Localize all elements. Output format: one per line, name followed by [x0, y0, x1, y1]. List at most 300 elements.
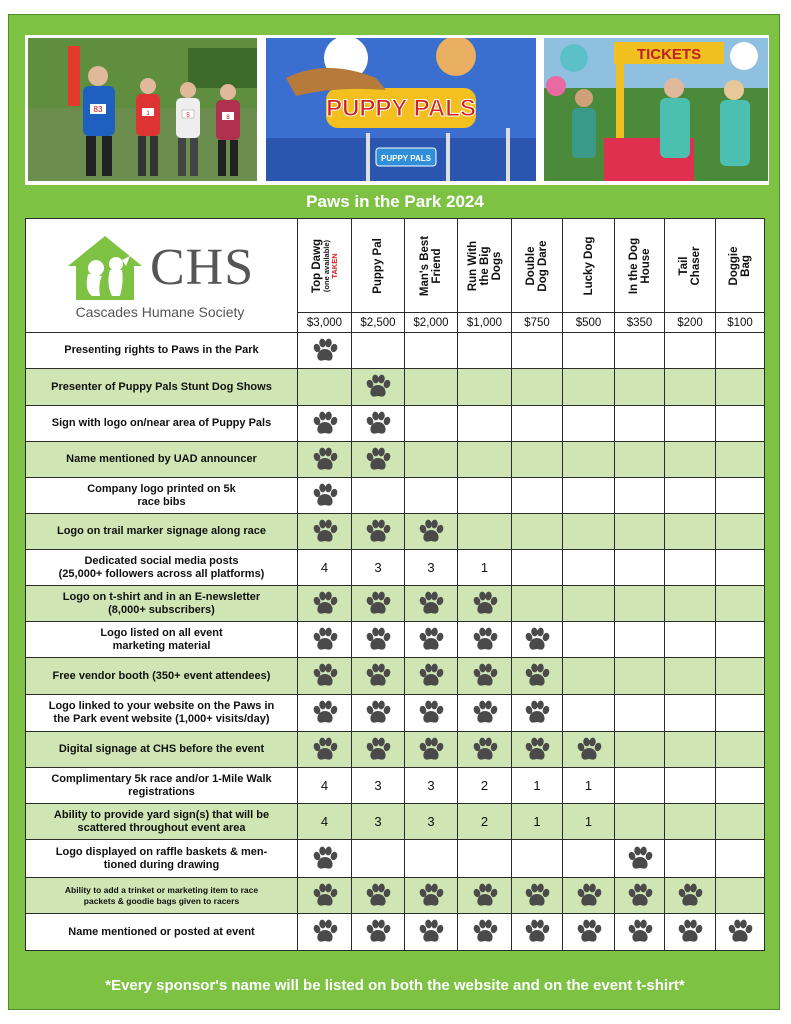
paw-icon [364, 883, 392, 909]
benefit-row [26, 478, 765, 514]
benefit-empty-cell [665, 622, 716, 658]
chs-logo [26, 220, 294, 332]
tier-name-line: Chaser [690, 246, 702, 285]
benefit-included-cell [512, 878, 563, 914]
benefit-empty-cell [512, 442, 563, 478]
benefit-empty-cell [716, 840, 765, 878]
benefit-empty-cell [665, 478, 716, 514]
benefit-label [26, 768, 298, 804]
event-title: Paws in the Park 2024 [306, 192, 484, 211]
benefit-count-cell: 1 [563, 804, 615, 840]
benefit-label-line: the Park event website (1,000+ visits/day) [53, 713, 270, 725]
benefit-empty-cell [665, 406, 716, 442]
benefit-included-cell [716, 914, 765, 951]
benefit-included-cell [298, 622, 352, 658]
benefit-included-cell [352, 586, 405, 622]
benefit-count-cell: 1 [458, 550, 512, 586]
tier-note: (one available) [321, 239, 331, 292]
benefit-included-cell [352, 369, 405, 406]
benefit-included-cell [352, 622, 405, 658]
benefit-included-cell [298, 478, 352, 514]
tier-price: $200 [665, 313, 716, 333]
benefit-included-cell [298, 878, 352, 914]
benefit-count-cell: 1 [563, 768, 615, 804]
benefit-included-cell [298, 586, 352, 622]
benefit-included-cell [298, 695, 352, 732]
benefit-included-cell [458, 586, 512, 622]
tier-name-line: Doggie [728, 246, 740, 285]
tier-name-line: Friend [431, 247, 443, 284]
benefit-count-cell: 3 [352, 768, 405, 804]
benefit-row [26, 658, 765, 695]
benefit-label-line: Ability to provide yard sign(s) that will be [53, 808, 270, 821]
benefit-label [26, 878, 298, 914]
benefit-empty-cell [563, 586, 615, 622]
benefit-included-cell [352, 695, 405, 732]
benefit-label [26, 840, 298, 878]
benefit-label-line: Logo linked to your website on the Paws in [48, 700, 275, 712]
tier-header [716, 219, 765, 313]
paw-icon [417, 519, 445, 545]
benefit-empty-cell [352, 478, 405, 514]
benefit-included-cell [615, 840, 665, 878]
benefit-label-line: Logo on t-shirt and in an E-newsletter [62, 590, 261, 603]
benefit-empty-cell [615, 369, 665, 406]
tier-name-line: Bag [740, 254, 752, 277]
paw-icon [311, 338, 339, 364]
benefit-included-cell [615, 878, 665, 914]
paw-icon [575, 883, 603, 909]
benefit-count-cell: 3 [405, 804, 458, 840]
benefit-row [26, 369, 765, 406]
benefit-empty-cell [563, 550, 615, 586]
benefit-label [26, 732, 298, 768]
bib-number: 5 [186, 113, 190, 119]
benefit-included-cell [405, 622, 458, 658]
benefit-included-cell [352, 514, 405, 550]
tier-name [628, 237, 652, 293]
benefit-empty-cell [563, 333, 615, 369]
benefit-label [26, 514, 298, 550]
paw-icon [471, 883, 499, 909]
tier-name-line: Man's Best [419, 235, 431, 296]
chs-house-logo-icon [66, 234, 144, 302]
benefit-empty-cell [563, 369, 615, 406]
paw-icon [417, 627, 445, 653]
benefit-empty-cell [615, 658, 665, 695]
benefit-label [26, 658, 298, 695]
benefit-count-cell: 2 [458, 768, 512, 804]
benefit-empty-cell [615, 732, 665, 768]
benefit-empty-cell [615, 586, 665, 622]
benefit-count-cell: 1 [512, 804, 563, 840]
benefit-included-cell [298, 840, 352, 878]
paw-icon [311, 700, 339, 726]
benefit-label [26, 622, 298, 658]
tier-price: $100 [716, 313, 765, 333]
benefit-empty-cell [615, 768, 665, 804]
benefit-empty-cell [563, 840, 615, 878]
paw-icon [471, 591, 499, 617]
benefit-included-cell [405, 732, 458, 768]
benefit-empty-cell [615, 478, 665, 514]
tier-price: $750 [512, 313, 563, 333]
benefit-empty-cell [563, 442, 615, 478]
paw-icon [471, 919, 499, 945]
benefit-count-cell: 3 [405, 550, 458, 586]
benefit-empty-cell [512, 406, 563, 442]
benefit-included-cell [563, 914, 615, 951]
paw-icon [364, 374, 392, 400]
benefit-empty-cell [563, 478, 615, 514]
benefit-empty-cell [716, 478, 765, 514]
benefit-label-line: Name mentioned by UAD announcer [66, 453, 257, 465]
paw-icon [311, 846, 339, 872]
paw-icon [417, 737, 445, 763]
benefit-row [26, 442, 765, 478]
benefit-label-line: Logo on trail marker signage along race [56, 525, 267, 537]
paw-icon [626, 846, 654, 872]
photo-puppy-pals [266, 38, 536, 181]
paw-icon [311, 883, 339, 909]
tier-status: TAKEN [329, 252, 339, 279]
paw-icon [364, 919, 392, 945]
benefit-empty-cell [615, 550, 665, 586]
paw-icon [311, 919, 339, 945]
tier-name-line: Lucky Dog [582, 236, 595, 295]
benefit-included-cell [298, 914, 352, 951]
tier-name-line: Run With [466, 240, 479, 291]
paw-icon [523, 663, 551, 689]
paw-icon [311, 737, 339, 763]
paw-icon [417, 919, 445, 945]
footer-note: *Every sponsor's name will be listed on both the website and on the event t-shirt* [105, 977, 685, 994]
tier-name-line: Dogs [490, 251, 503, 280]
benefit-empty-cell [716, 878, 765, 914]
tier-header [405, 219, 458, 313]
benefit-included-cell [458, 695, 512, 732]
benefit-label-line: Sign with logo on/near area of Puppy Pals [51, 417, 272, 429]
benefit-included-cell [512, 622, 563, 658]
paw-icon [575, 737, 603, 763]
tier-header [512, 219, 563, 313]
benefit-empty-cell [716, 622, 765, 658]
benefit-empty-cell [716, 768, 765, 804]
photo-tickets-booth [544, 38, 768, 181]
benefit-empty-cell [458, 514, 512, 550]
benefit-count-cell: 4 [298, 550, 352, 586]
benefit-label-line: (25,000+ followers across all platforms) [58, 567, 265, 580]
benefit-label-line: Logo displayed on raffle baskets & men- [55, 845, 268, 858]
benefit-empty-cell [458, 369, 512, 406]
benefit-included-cell [298, 658, 352, 695]
benefit-empty-cell [716, 550, 765, 586]
paw-icon [676, 883, 704, 909]
paw-icon [364, 700, 392, 726]
benefit-included-cell [352, 732, 405, 768]
benefit-empty-cell [405, 406, 458, 442]
benefit-empty-cell [716, 732, 765, 768]
tier-name-line: Double [525, 246, 537, 285]
benefit-empty-cell [352, 333, 405, 369]
benefit-row [26, 878, 765, 914]
benefit-empty-cell [405, 442, 458, 478]
paw-icon [364, 411, 392, 437]
benefit-empty-cell [458, 333, 512, 369]
benefit-empty-cell [665, 768, 716, 804]
benefit-included-cell [665, 914, 716, 951]
benefit-empty-cell [665, 586, 716, 622]
benefit-label-line: Dedicated social media posts [84, 554, 239, 567]
benefit-included-cell [405, 514, 458, 550]
paw-icon [471, 700, 499, 726]
tier-price: $2,000 [405, 313, 458, 333]
tier-name-line: Dog Dare [537, 239, 549, 292]
tier-name-line: the Big [478, 246, 491, 285]
benefit-included-cell [405, 878, 458, 914]
benefit-label [26, 406, 298, 442]
tier-name-line: Puppy Pal [372, 237, 384, 294]
benefit-empty-cell [665, 840, 716, 878]
benefit-empty-cell [512, 514, 563, 550]
tier-price: $350 [615, 313, 665, 333]
benefit-label-line: packets & goodie bags given to racers [83, 895, 240, 906]
benefit-label [26, 550, 298, 586]
benefit-empty-cell [716, 514, 765, 550]
benefit-included-cell [512, 914, 563, 951]
benefit-included-cell [405, 586, 458, 622]
benefit-included-cell [352, 878, 405, 914]
benefit-included-cell [458, 914, 512, 951]
benefit-empty-cell [665, 333, 716, 369]
paw-icon [311, 627, 339, 653]
benefit-empty-cell [512, 550, 563, 586]
paw-icon [417, 591, 445, 617]
benefit-included-cell [405, 914, 458, 951]
benefit-empty-cell [615, 622, 665, 658]
benefit-row [26, 695, 765, 732]
benefit-empty-cell [665, 695, 716, 732]
paw-icon [364, 663, 392, 689]
tier-header [665, 219, 716, 313]
sponsorship-table [25, 218, 765, 951]
tier-name [525, 240, 549, 291]
benefit-empty-cell [405, 840, 458, 878]
benefit-label [26, 442, 298, 478]
benefit-included-cell [615, 914, 665, 951]
benefit-included-cell [352, 914, 405, 951]
paw-icon [311, 519, 339, 545]
benefit-row [26, 804, 765, 840]
benefit-label-line: Presenting rights to Paws in the Park [64, 344, 259, 356]
benefit-empty-cell [563, 622, 615, 658]
benefit-included-cell [352, 442, 405, 478]
paw-icon [676, 919, 704, 945]
paw-icon [471, 663, 499, 689]
benefit-empty-cell [665, 550, 716, 586]
benefit-included-cell [405, 695, 458, 732]
benefit-label [26, 478, 298, 514]
benefit-count-cell: 3 [352, 804, 405, 840]
paw-icon [626, 919, 654, 945]
tier-price: $3,000 [298, 313, 352, 333]
benefit-empty-cell [716, 369, 765, 406]
benefit-included-cell [405, 658, 458, 695]
benefit-row [26, 586, 765, 622]
paw-icon [417, 663, 445, 689]
benefit-empty-cell [563, 658, 615, 695]
benefit-empty-cell [716, 658, 765, 695]
bib-number: 8 [226, 115, 230, 121]
tier-header [615, 219, 665, 313]
benefit-empty-cell [563, 514, 615, 550]
benefit-label-line: tioned during drawing [103, 858, 220, 871]
benefit-label [26, 586, 298, 622]
benefit-empty-cell [665, 658, 716, 695]
benefit-count-cell: 3 [352, 550, 405, 586]
benefit-label-line: marketing material [112, 639, 211, 652]
paw-icon [364, 627, 392, 653]
tier-header [563, 219, 615, 313]
tier-name [311, 238, 339, 292]
benefit-included-cell [458, 658, 512, 695]
benefit-label [26, 804, 298, 840]
benefit-label-line: Ability to add a trinket or marketing item to race [64, 884, 259, 895]
benefit-label-line: Company logo printed on 5k [87, 482, 236, 495]
benefit-empty-cell [716, 442, 765, 478]
paw-icon [311, 663, 339, 689]
benefit-row [26, 406, 765, 442]
paw-icon [575, 919, 603, 945]
paw-icon [364, 591, 392, 617]
benefit-empty-cell [716, 586, 765, 622]
benefit-empty-cell [458, 840, 512, 878]
paw-icon [364, 519, 392, 545]
tier-name [678, 246, 702, 285]
tier-name [583, 236, 595, 295]
benefit-empty-cell [665, 369, 716, 406]
benefit-empty-cell [665, 514, 716, 550]
benefit-empty-cell [615, 514, 665, 550]
benefit-label [26, 914, 298, 951]
benefit-empty-cell [458, 406, 512, 442]
benefit-label-line: registrations [128, 785, 195, 798]
paw-icon [311, 483, 339, 509]
benefit-included-cell [298, 514, 352, 550]
paw-icon [523, 700, 551, 726]
benefit-included-cell [512, 695, 563, 732]
benefit-empty-cell [405, 333, 458, 369]
benefit-empty-cell [298, 369, 352, 406]
benefit-empty-cell [716, 406, 765, 442]
tier-price: $2,500 [352, 313, 405, 333]
benefit-empty-cell [665, 442, 716, 478]
benefit-included-cell [665, 878, 716, 914]
benefit-label-line: Logo listed on all event [100, 626, 223, 639]
benefit-included-cell [563, 732, 615, 768]
benefit-empty-cell [512, 333, 563, 369]
benefit-included-cell [458, 732, 512, 768]
benefit-included-cell [458, 622, 512, 658]
benefit-label-line: (8,000+ subscribers) [108, 603, 215, 616]
benefit-empty-cell [563, 695, 615, 732]
benefit-row [26, 732, 765, 768]
benefit-row [26, 768, 765, 804]
photo-runners [28, 38, 257, 181]
benefit-empty-cell [716, 333, 765, 369]
benefit-empty-cell [665, 732, 716, 768]
benefit-empty-cell [563, 406, 615, 442]
paw-icon [364, 737, 392, 763]
benefit-empty-cell [458, 478, 512, 514]
tier-header [352, 219, 405, 313]
benefit-count-cell: 3 [405, 768, 458, 804]
benefit-empty-cell [615, 804, 665, 840]
benefit-empty-cell [512, 840, 563, 878]
photo-strip [25, 35, 769, 185]
benefit-included-cell [512, 732, 563, 768]
paw-icon [417, 700, 445, 726]
benefit-empty-cell [352, 840, 405, 878]
benefit-empty-cell [716, 695, 765, 732]
benefit-empty-cell [405, 478, 458, 514]
benefit-included-cell [352, 406, 405, 442]
tier-name [467, 240, 503, 290]
paw-icon [523, 737, 551, 763]
benefit-empty-cell [458, 442, 512, 478]
benefit-included-cell [512, 658, 563, 695]
benefit-empty-cell [512, 586, 563, 622]
paw-icon [311, 411, 339, 437]
paw-icon [311, 591, 339, 617]
benefit-label-line: Presenter of Puppy Pals Stunt Dog Shows [51, 380, 272, 393]
benefit-row [26, 514, 765, 550]
tier-name-line: Tail [678, 256, 690, 275]
chs-logo-cell [26, 219, 298, 333]
paw-icon [471, 737, 499, 763]
benefit-empty-cell [716, 804, 765, 840]
tier-name [419, 235, 443, 295]
benefit-empty-cell [615, 333, 665, 369]
tier-name-line: House [639, 247, 652, 284]
benefit-count-cell: 2 [458, 804, 512, 840]
benefit-included-cell [298, 442, 352, 478]
benefit-included-cell [298, 333, 352, 369]
benefit-label-line: scattered throughout event area [77, 821, 246, 834]
paw-icon [523, 919, 551, 945]
benefit-label [26, 695, 298, 732]
benefit-label [26, 369, 298, 406]
benefit-label-line: race bibs [137, 495, 186, 508]
tier-price: $500 [563, 313, 615, 333]
benefit-row [26, 914, 765, 951]
benefit-count-cell: 4 [298, 804, 352, 840]
paw-icon [523, 883, 551, 909]
paw-icon [471, 627, 499, 653]
tier-header [298, 219, 352, 313]
benefit-empty-cell [615, 695, 665, 732]
tier-name-line: Top Dawg [310, 238, 323, 293]
benefit-empty-cell [512, 369, 563, 406]
bib-number: 83 [93, 105, 103, 114]
benefit-empty-cell [665, 804, 716, 840]
paw-icon [726, 919, 754, 945]
benefit-label-line: Complimentary 5k race and/or 1-Mile Walk [51, 772, 272, 785]
paw-icon [364, 447, 392, 473]
benefit-empty-cell [615, 442, 665, 478]
paw-icon [523, 627, 551, 653]
benefit-included-cell [298, 406, 352, 442]
